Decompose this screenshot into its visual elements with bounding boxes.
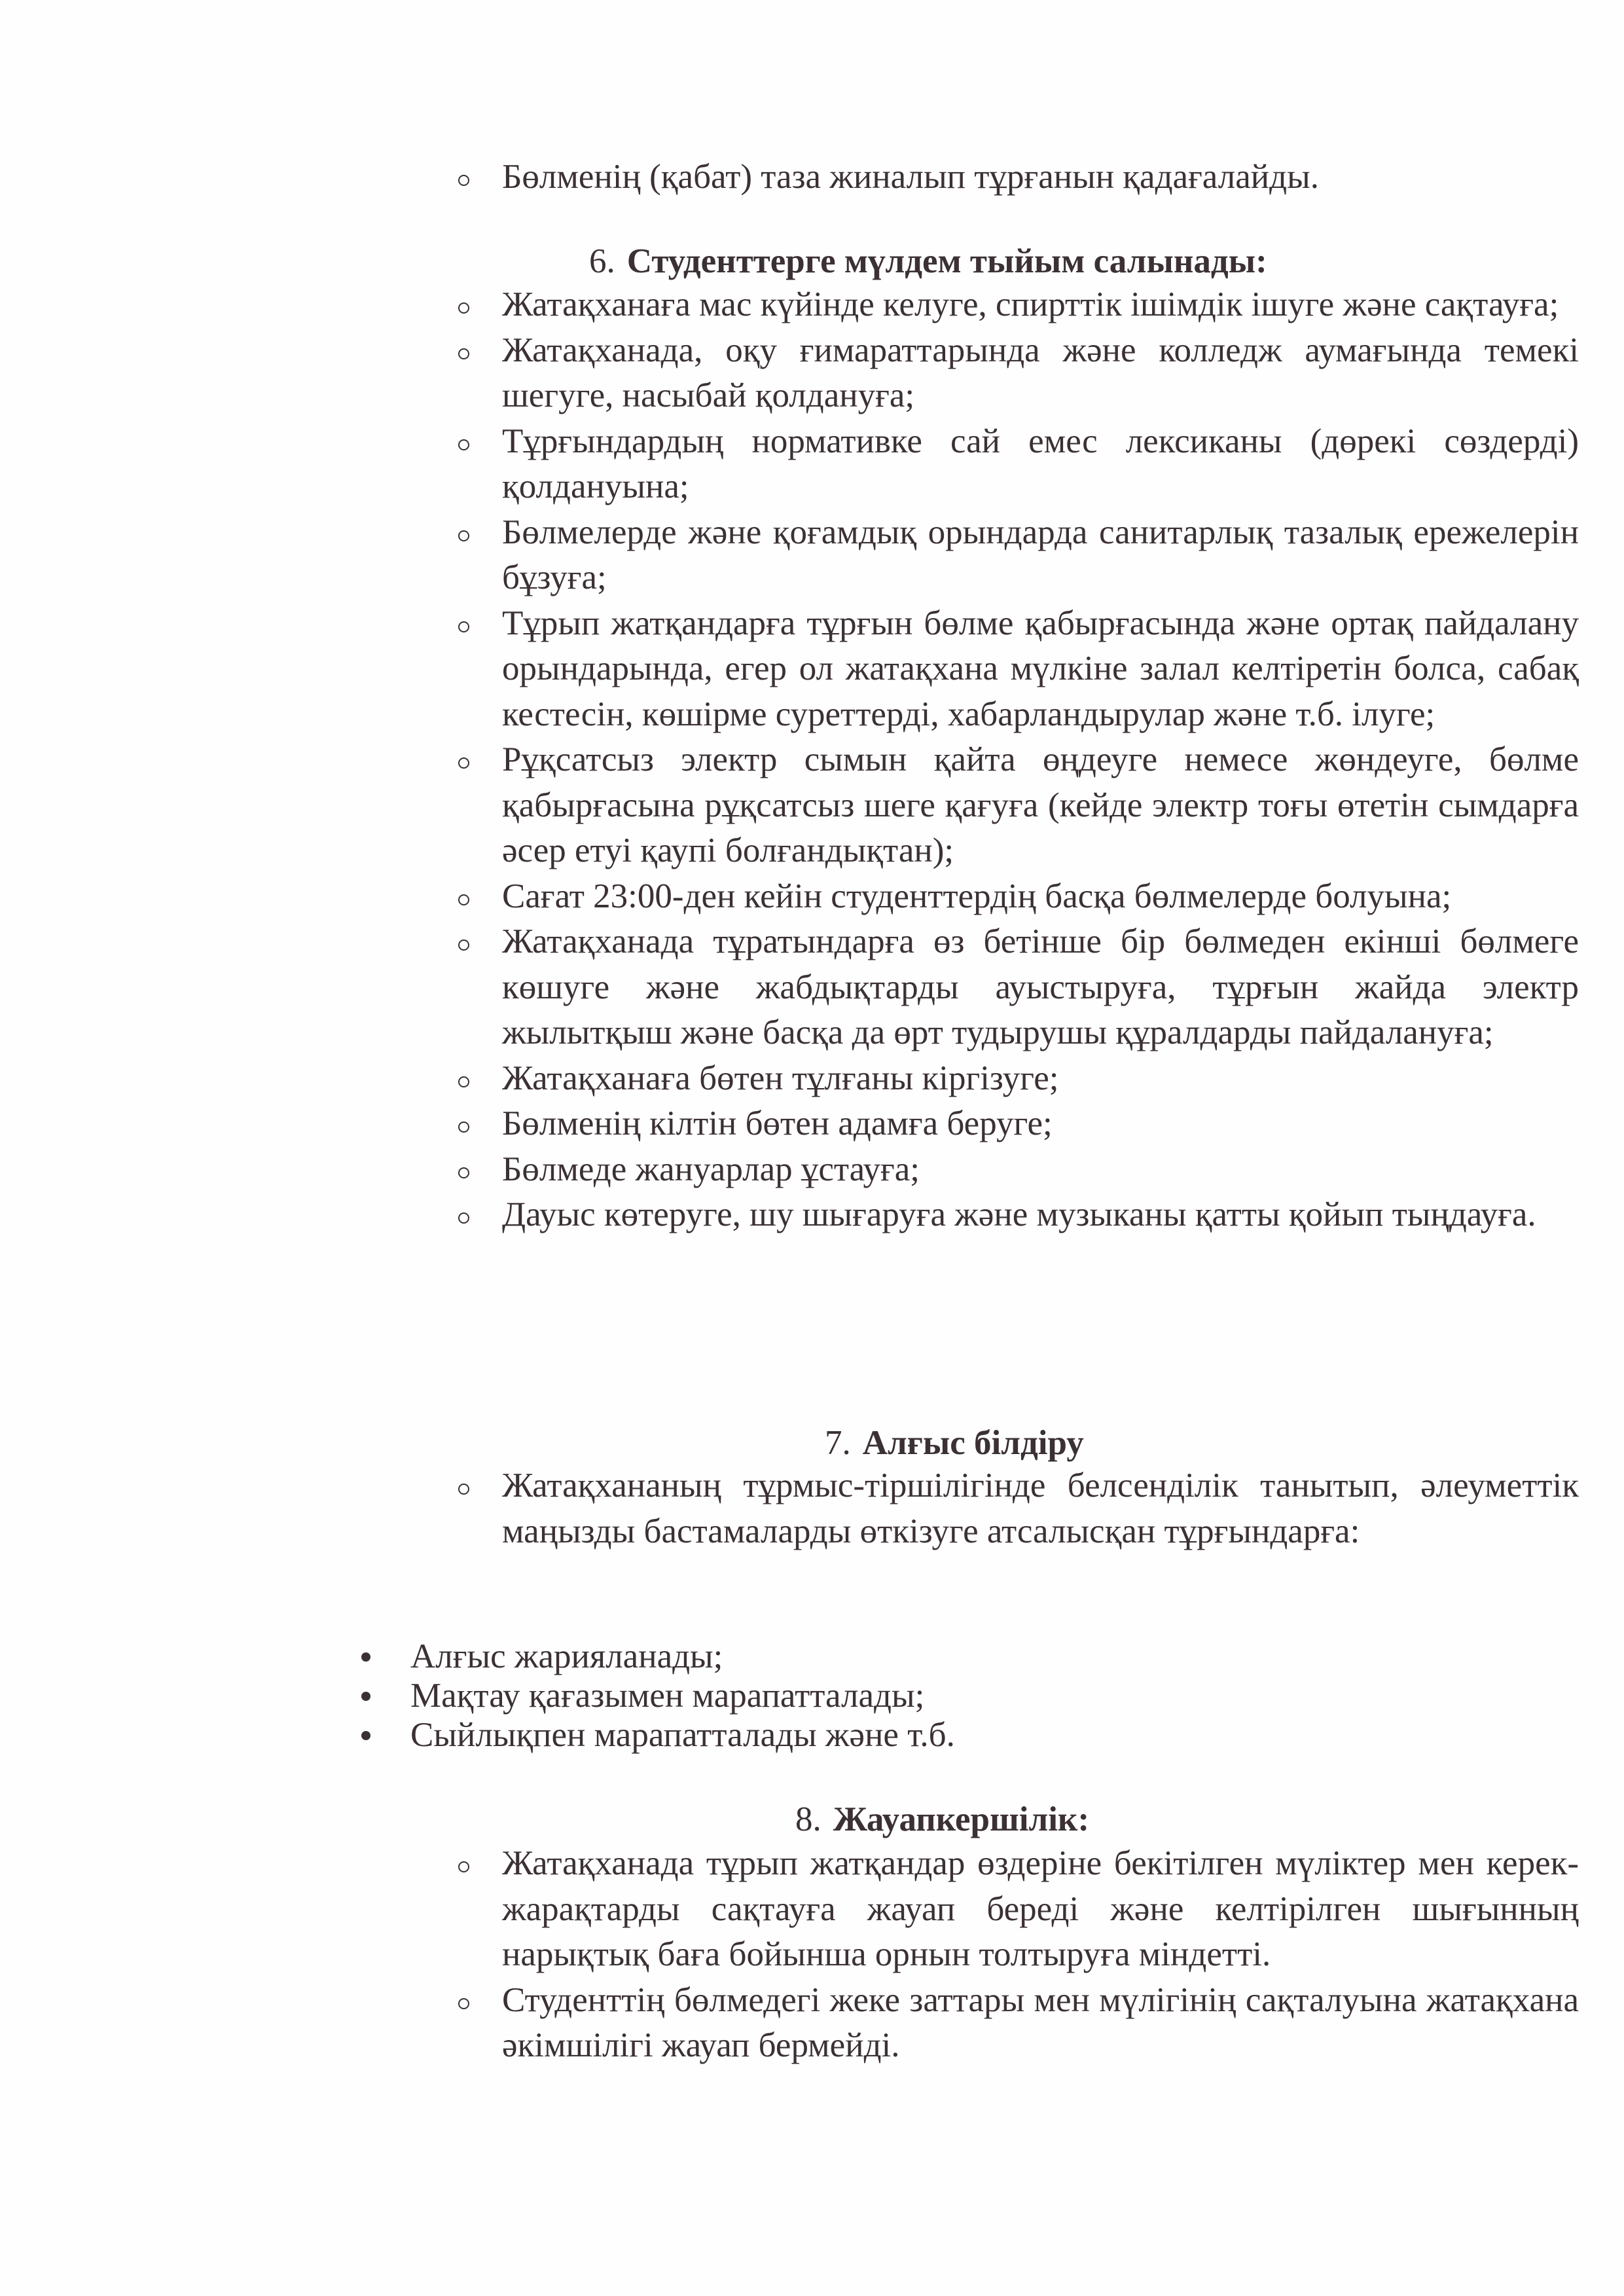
reward-item — [359, 1676, 1275, 1715]
list-item — [458, 1056, 1579, 1102]
reward-item — [359, 1715, 1275, 1755]
list-item — [458, 1147, 1579, 1193]
section-number: 8. — [795, 1800, 821, 1838]
list-item-text: Жатақханада тұрып жатқандар өздеріне бекітілген мүліктер мен керек-жарақтарды сақтауға жауап береді және келтірілген шығынның нарықтық баға бойынша орнын толтыруға міндетті. — [502, 1844, 1579, 1973]
section-title: Жауапкершілік: — [833, 1800, 1090, 1838]
filled-bullet-icon — [361, 1652, 370, 1662]
section-6-heading — [589, 239, 1267, 285]
hollow-bullet-icon — [458, 530, 469, 541]
list-item-text: Тұрып жатқандарға тұрғын бөлме қабырғасында және ортақ пайдалану орындарында, егер ол жатақхана мүлкіне залал келтіретін болса, сабақ кестесін, көшірме суреттерді, хабарландырулар және т.б. ілуге; — [502, 604, 1579, 733]
list-item — [458, 510, 1579, 601]
hollow-bullet-icon — [458, 302, 469, 314]
hollow-bullet-icon — [458, 1121, 469, 1133]
filled-bullet-icon — [361, 1692, 370, 1701]
list-item — [458, 1978, 1579, 2069]
section-7-list — [458, 1463, 1579, 1554]
hollow-bullet-icon — [458, 175, 469, 186]
reward-text: Сыйлықпен марапатталады және т.б. — [410, 1716, 955, 1754]
list-item-text: Студенттің бөлмедегі жеке заттары мен мүлігінің сақталуына жатақхана әкімшілігі жауап бермейді. — [502, 1980, 1579, 2064]
hollow-bullet-icon — [458, 1212, 469, 1224]
hollow-bullet-icon — [458, 1167, 469, 1178]
list-item — [458, 919, 1579, 1056]
list-item — [458, 328, 1579, 419]
hollow-bullet-icon — [458, 348, 469, 359]
list-item-text: Жатақханада, оқу ғимараттарында және колледж аумағында темекі шегуге, насыбай қолдануға; — [502, 331, 1579, 414]
section-8-list — [458, 1841, 1579, 2069]
list-item-text: Тұрғындардың нормативке сай емес лексиканы (дөрекі сөздерді) қолдануына; — [502, 422, 1579, 505]
hollow-bullet-icon — [458, 939, 469, 951]
section-title: Студенттерге мүлдем тыйым салынады: — [626, 242, 1267, 280]
list-item — [458, 1841, 1579, 1978]
section-title: Алғыс білдіру — [862, 1424, 1084, 1462]
section-number: 6. — [589, 242, 615, 280]
list-item — [458, 282, 1579, 328]
list-item-text: Жатақхананың тұрмыс-тіршілігінде белсенділік танытып, әлеуметтік маңызды бастамаларды өткізуге атсалысқан тұрғындарға: — [502, 1467, 1579, 1550]
hollow-bullet-icon — [458, 1484, 469, 1495]
reward-item — [359, 1637, 1275, 1676]
hollow-bullet-icon — [458, 1076, 469, 1087]
list-item-text: Жатақханада тұратындарға өз бетінше бір бөлмеден екінші бөлмеге көшуге және жабдықтарды ауыстыруға, тұрғын жайда электр жылытқыш және басқа да өрт тудырушы құралдарды пайдалануға; — [502, 922, 1579, 1051]
hollow-bullet-icon — [458, 439, 469, 450]
filled-bullet-icon — [361, 1731, 370, 1740]
list-item — [458, 1192, 1579, 1238]
list-item — [458, 601, 1579, 738]
section-6-list — [458, 282, 1579, 1238]
list-item-text: Рұқсатсыз электр сымын қайта өңдеуге немесе жөндеуге, бөлме қабырғасына рұқсатсыз шеге қағуға (кейде электр тоғы өтетін сымдарға әсер етуі қаупі болғандықтан); — [502, 740, 1579, 869]
list-item — [458, 874, 1579, 920]
section-number: 7. — [825, 1424, 851, 1462]
list-item-text: Жатақханаға мас күйінде келуге, спирттік ішімдік ішуге және сақтауға; — [502, 285, 1559, 323]
list-item — [458, 155, 1579, 200]
section-7-heading — [825, 1421, 1084, 1467]
reward-text: Алғыс жарияланады; — [410, 1637, 723, 1675]
section-8-heading — [795, 1797, 1089, 1843]
hollow-bullet-icon — [458, 1861, 469, 1872]
reward-text: Мақтау қағазымен марапатталады; — [410, 1677, 925, 1715]
list-item-text: Бөлменің (қабат) таза жиналып тұрғанын қадағалайды. — [502, 158, 1319, 196]
list-item-text: Бөлменің кілтін бөтен адамға беруге; — [502, 1104, 1053, 1142]
list-item — [458, 1463, 1579, 1554]
list-item — [458, 1101, 1579, 1147]
hollow-bullet-icon — [458, 1998, 469, 2009]
hollow-bullet-icon — [458, 894, 469, 905]
hollow-bullet-icon — [458, 757, 469, 769]
list-item-text: Дауыс көтеруге, шу шығаруға және музыканы қатты қойып тыңдауға. — [502, 1195, 1536, 1233]
intro-list — [458, 155, 1579, 200]
hollow-bullet-icon — [458, 621, 469, 632]
list-item-text: Сағат 23:00-ден кейін студенттердің басқа бөлмелерде болуына; — [502, 877, 1452, 915]
list-item — [458, 737, 1579, 874]
list-item-text: Бөлмелерде және қоғамдық орындарда санитарлық тазалық ережелерін бұзуға; — [502, 513, 1579, 596]
list-item-text: Бөлмеде жануарлар ұстауға; — [502, 1150, 920, 1188]
list-item — [458, 419, 1579, 510]
list-item-text: Жатақханаға бөтен тұлғаны кіргізуге; — [502, 1059, 1059, 1097]
rewards-list — [359, 1637, 1275, 1755]
